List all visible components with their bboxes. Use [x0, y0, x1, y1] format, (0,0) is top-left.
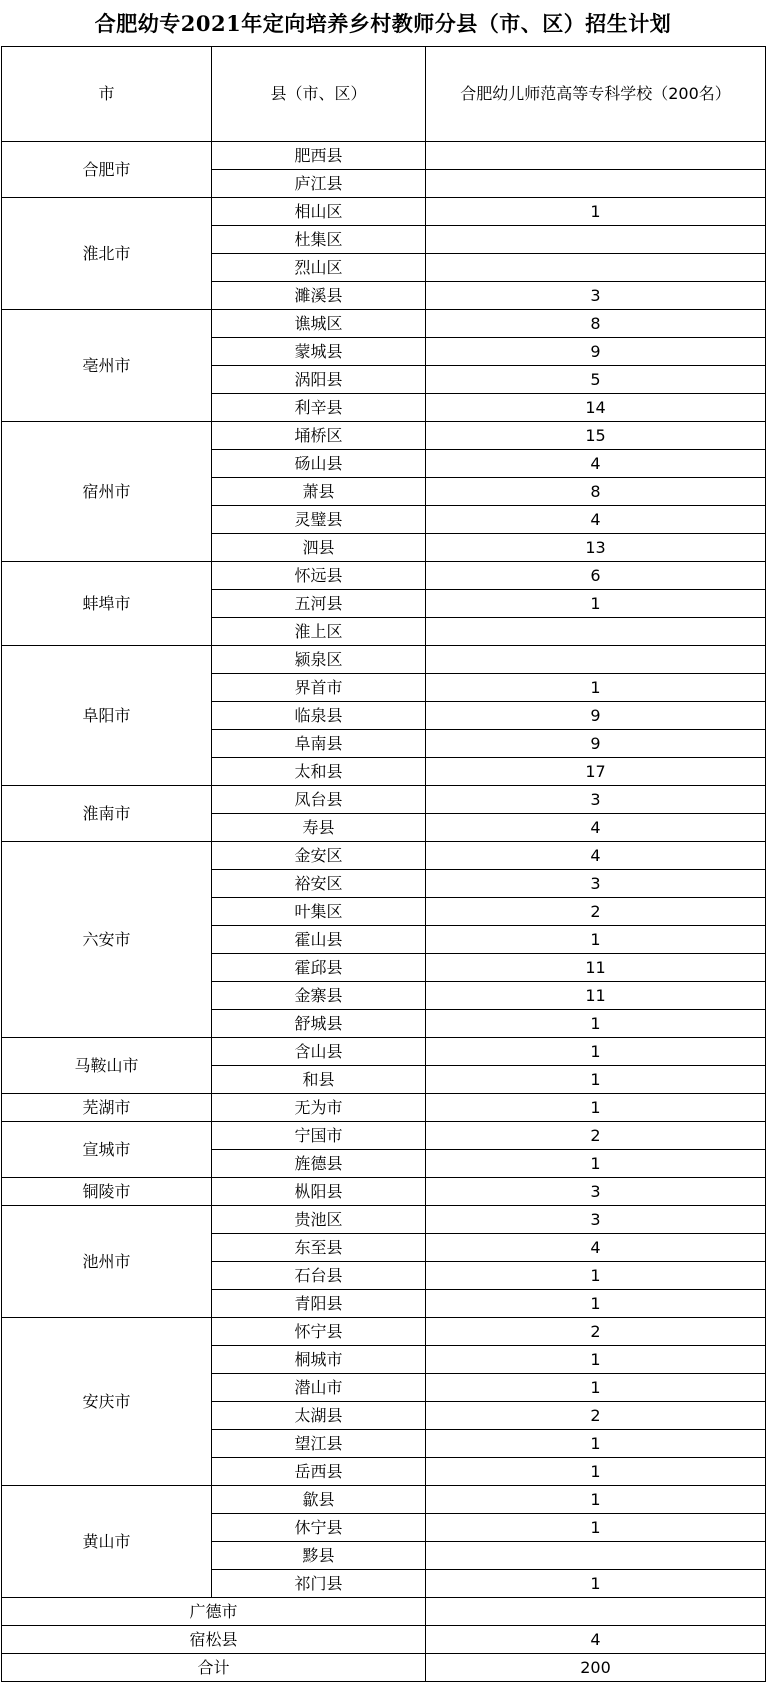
quota-cell: 1 [426, 1486, 766, 1514]
quota-cell: 2 [426, 1402, 766, 1430]
table-row [2, 1318, 766, 1346]
quota-cell: 8 [426, 310, 766, 338]
quota-cell: 3 [426, 786, 766, 814]
quota-cell [426, 1598, 766, 1626]
county-cell: 临泉县 [212, 702, 426, 730]
county-cell: 泗县 [212, 534, 426, 562]
total-row [2, 1654, 766, 1682]
county-cell: 淮上区 [212, 618, 426, 646]
city-cell: 蚌埠市 [2, 562, 212, 646]
county-cell: 涡阳县 [212, 366, 426, 394]
county-cell: 宁国市 [212, 1122, 426, 1150]
quota-cell: 6 [426, 562, 766, 590]
quota-cell: 1 [426, 1570, 766, 1598]
table-row [2, 310, 766, 338]
quota-cell: 1 [426, 1094, 766, 1122]
county-cell: 休宁县 [212, 1514, 426, 1542]
county-cell: 烈山区 [212, 254, 426, 282]
quota-cell: 4 [426, 1626, 766, 1654]
county-cell: 含山县 [212, 1038, 426, 1066]
city-cell: 宣城市 [2, 1122, 212, 1178]
county-cell: 霍邱县 [212, 954, 426, 982]
county-cell: 黟县 [212, 1542, 426, 1570]
table-row [2, 562, 766, 590]
quota-cell: 15 [426, 422, 766, 450]
quota-cell: 14 [426, 394, 766, 422]
county-cell: 贵池区 [212, 1206, 426, 1234]
city-cell: 淮北市 [2, 198, 212, 310]
table-row [2, 1626, 766, 1654]
quota-cell: 2 [426, 1318, 766, 1346]
county-cell: 祁门县 [212, 1570, 426, 1598]
quota-cell: 9 [426, 702, 766, 730]
county-cell: 舒城县 [212, 1010, 426, 1038]
quota-cell: 8 [426, 478, 766, 506]
quota-cell: 3 [426, 282, 766, 310]
quota-cell: 1 [426, 1346, 766, 1374]
county-cell: 青阳县 [212, 1290, 426, 1318]
quota-cell: 13 [426, 534, 766, 562]
table-row [2, 198, 766, 226]
quota-cell: 1 [426, 1150, 766, 1178]
quota-cell: 4 [426, 506, 766, 534]
quota-cell: 9 [426, 730, 766, 758]
table-row [2, 786, 766, 814]
quota-cell: 5 [426, 366, 766, 394]
table-row [2, 842, 766, 870]
county-cell: 利辛县 [212, 394, 426, 422]
county-cell: 金安区 [212, 842, 426, 870]
city-cell: 宿州市 [2, 422, 212, 562]
county-cell: 界首市 [212, 674, 426, 702]
table-row [2, 1206, 766, 1234]
county-cell: 太湖县 [212, 1402, 426, 1430]
county-cell: 砀山县 [212, 450, 426, 478]
quota-cell: 1 [426, 1066, 766, 1094]
county-cell: 望江县 [212, 1430, 426, 1458]
city-cell: 池州市 [2, 1206, 212, 1318]
county-cell: 宿松县 [2, 1626, 426, 1654]
quota-cell [426, 254, 766, 282]
quota-cell: 1 [426, 1010, 766, 1038]
city-cell: 安庆市 [2, 1318, 212, 1486]
quota-cell: 1 [426, 1290, 766, 1318]
county-cell: 裕安区 [212, 870, 426, 898]
quota-cell: 4 [426, 1234, 766, 1262]
table-row [2, 1598, 766, 1626]
county-cell: 枞阳县 [212, 1178, 426, 1206]
quota-cell: 1 [426, 198, 766, 226]
table-row [2, 1038, 766, 1066]
quota-cell: 1 [426, 1514, 766, 1542]
county-cell: 谯城区 [212, 310, 426, 338]
quota-cell: 2 [426, 898, 766, 926]
county-cell: 濉溪县 [212, 282, 426, 310]
quota-cell [426, 618, 766, 646]
county-cell: 广德市 [2, 1598, 426, 1626]
city-cell: 淮南市 [2, 786, 212, 842]
county-cell: 埇桥区 [212, 422, 426, 450]
county-cell: 潜山市 [212, 1374, 426, 1402]
quota-cell [426, 142, 766, 170]
county-cell: 灵璧县 [212, 506, 426, 534]
quota-cell: 1 [426, 1038, 766, 1066]
quota-cell: 1 [426, 1458, 766, 1486]
county-cell: 寿县 [212, 814, 426, 842]
county-cell: 凤台县 [212, 786, 426, 814]
page-title: 合肥幼专2021年定向培养乡村教师分县（市、区）招生计划 [94, 11, 672, 36]
header-city: 市 [2, 47, 212, 142]
total-value: 200 [426, 1654, 766, 1682]
header-school: 合肥幼儿师范高等专科学校（200名） [426, 47, 766, 142]
county-cell: 杜集区 [212, 226, 426, 254]
county-cell: 蒙城县 [212, 338, 426, 366]
county-cell: 太和县 [212, 758, 426, 786]
table-row [2, 422, 766, 450]
table-row [2, 1122, 766, 1150]
quota-cell: 2 [426, 1122, 766, 1150]
quota-cell: 1 [426, 590, 766, 618]
quota-cell: 1 [426, 674, 766, 702]
quota-cell [426, 226, 766, 254]
county-cell: 阜南县 [212, 730, 426, 758]
county-cell: 肥西县 [212, 142, 426, 170]
quota-cell [426, 646, 766, 674]
table-row [2, 142, 766, 170]
city-cell: 合肥市 [2, 142, 212, 198]
county-cell: 庐江县 [212, 170, 426, 198]
city-cell: 阜阳市 [2, 646, 212, 786]
quota-cell: 1 [426, 1262, 766, 1290]
city-cell: 马鞍山市 [2, 1038, 212, 1094]
county-cell: 无为市 [212, 1094, 426, 1122]
county-cell: 萧县 [212, 478, 426, 506]
quota-cell: 1 [426, 926, 766, 954]
city-cell: 六安市 [2, 842, 212, 1038]
county-cell: 怀远县 [212, 562, 426, 590]
city-cell: 亳州市 [2, 310, 212, 422]
quota-cell: 11 [426, 982, 766, 1010]
city-cell: 黄山市 [2, 1486, 212, 1598]
quota-cell: 9 [426, 338, 766, 366]
quota-cell: 1 [426, 1430, 766, 1458]
quota-cell: 11 [426, 954, 766, 982]
table-row [2, 1094, 766, 1122]
county-cell: 旌德县 [212, 1150, 426, 1178]
county-cell: 颍泉区 [212, 646, 426, 674]
table-row [2, 646, 766, 674]
quota-cell: 3 [426, 1206, 766, 1234]
quota-cell: 3 [426, 870, 766, 898]
county-cell: 金寨县 [212, 982, 426, 1010]
city-cell: 铜陵市 [2, 1178, 212, 1206]
county-cell: 和县 [212, 1066, 426, 1094]
county-cell: 歙县 [212, 1486, 426, 1514]
county-cell: 怀宁县 [212, 1318, 426, 1346]
county-cell: 岳西县 [212, 1458, 426, 1486]
quota-cell: 17 [426, 758, 766, 786]
quota-cell: 1 [426, 1374, 766, 1402]
county-cell: 五河县 [212, 590, 426, 618]
enrollment-plan-table [1, 46, 766, 1682]
quota-cell: 3 [426, 1178, 766, 1206]
county-cell: 东至县 [212, 1234, 426, 1262]
quota-cell: 4 [426, 450, 766, 478]
quota-cell: 4 [426, 842, 766, 870]
table-body [2, 47, 766, 1682]
quota-cell [426, 1542, 766, 1570]
county-cell: 叶集区 [212, 898, 426, 926]
quota-cell: 4 [426, 814, 766, 842]
header-county: 县（市、区） [212, 47, 426, 142]
header-row [2, 47, 766, 142]
county-cell: 石台县 [212, 1262, 426, 1290]
county-cell: 桐城市 [212, 1346, 426, 1374]
table-row [2, 1486, 766, 1514]
county-cell: 相山区 [212, 198, 426, 226]
city-cell: 芜湖市 [2, 1094, 212, 1122]
county-cell: 霍山县 [212, 926, 426, 954]
table-row [2, 1178, 766, 1206]
quota-cell [426, 170, 766, 198]
total-label: 合计 [2, 1654, 426, 1682]
